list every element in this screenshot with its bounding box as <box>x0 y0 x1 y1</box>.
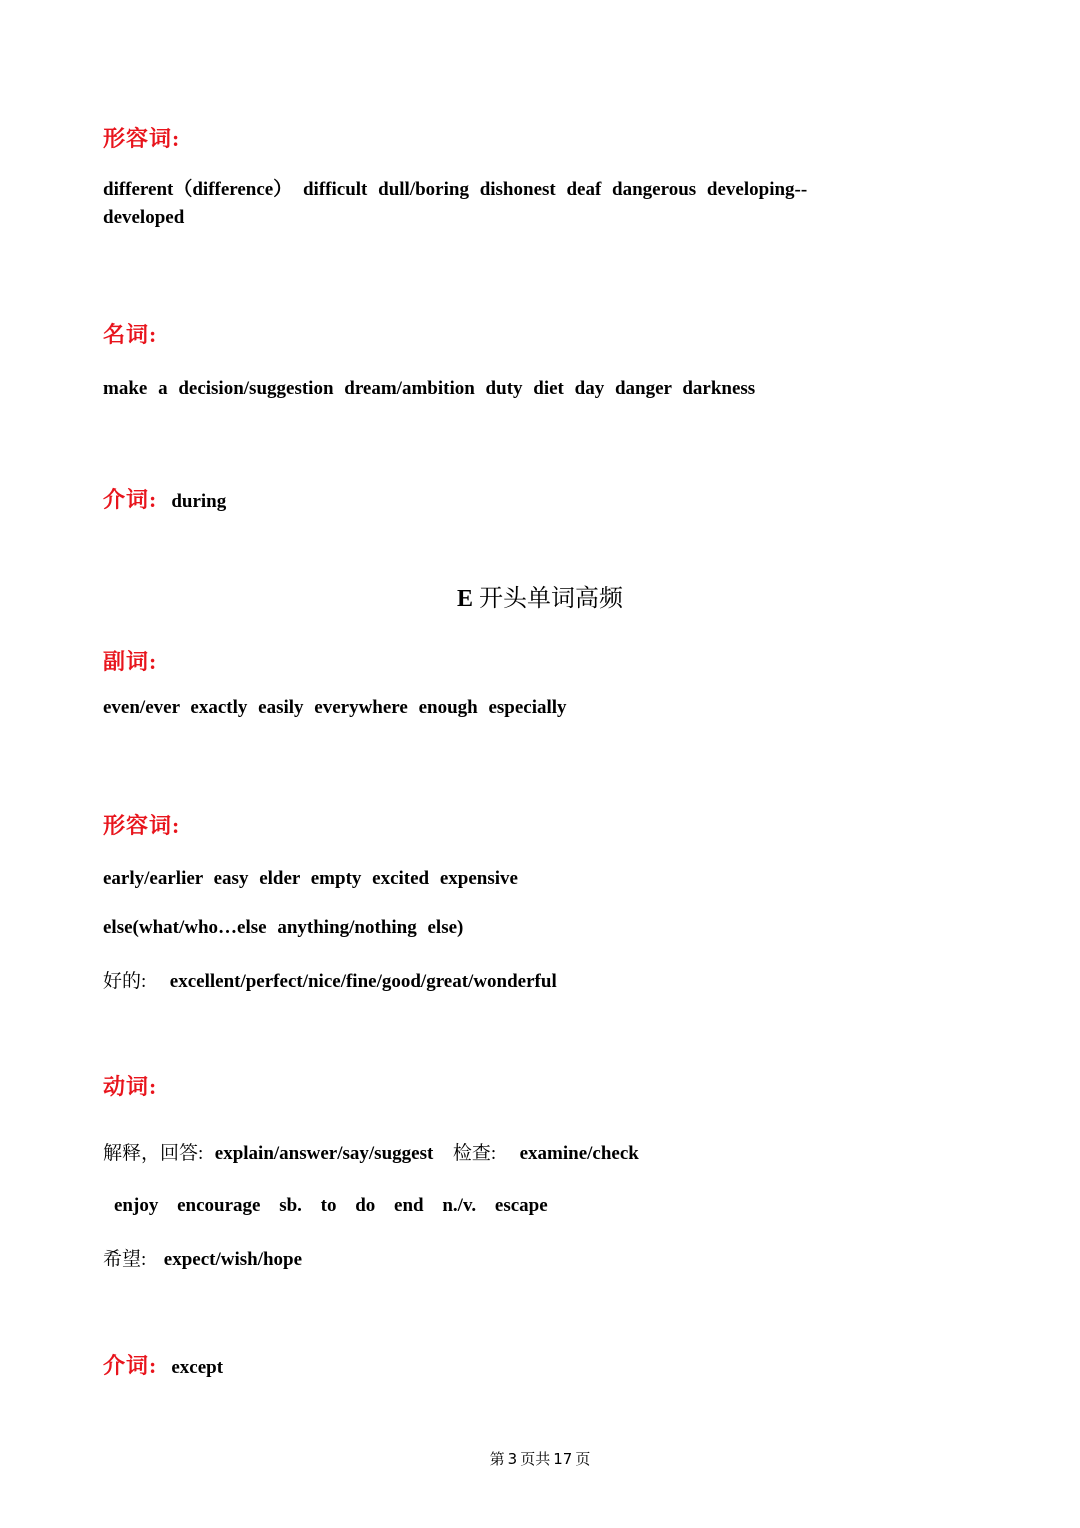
adjective-label-good: 好的: <box>103 971 147 992</box>
adjective-line-e-3 <box>103 966 557 993</box>
section-e-title <box>0 578 1080 613</box>
preposition-word-d: during <box>171 491 227 512</box>
noun-line-d: make a decision/suggestion dream/ambition duty diet day danger darkness <box>103 378 756 399</box>
adjective-words-good: excellent/perfect/nice/fine/good/great/wonderful <box>169 971 557 992</box>
verb-words-explain: explain/answer/say/suggest <box>214 1143 434 1164</box>
footer-page-number: 3 <box>507 1450 518 1468</box>
verb-line-e-2: enjoy encourage sb. to do end n./v. escape <box>114 1195 548 1216</box>
section-e-title-text: 开头单词高频 <box>479 586 623 612</box>
page-footer <box>0 1448 1080 1469</box>
preposition-row-d <box>103 483 226 514</box>
adjective-line-d-2: developed <box>103 207 185 228</box>
adverb-line-e: even/ever exactly easily everywhere enough especially <box>103 697 567 718</box>
verb-label-hope: 希望: <box>103 1249 147 1270</box>
preposition-heading-d: 介词: <box>103 487 158 512</box>
preposition-row-e <box>103 1349 223 1380</box>
verb-heading-e: 动词: <box>103 1074 158 1099</box>
footer-prefix: 第 <box>489 1450 505 1468</box>
adverb-heading-e: 副词: <box>103 649 158 674</box>
verb-words-check: examine/check <box>519 1143 639 1164</box>
footer-suffix: 页 <box>575 1450 591 1468</box>
verb-line-e-3 <box>103 1244 302 1271</box>
preposition-word-e: except <box>171 1357 224 1378</box>
adjective-line-d-1: different（difference） difficult dull/boring dishonest deaf dangerous developing-- <box>103 179 808 200</box>
adjective-heading-d: 形容词: <box>103 126 181 151</box>
noun-heading-d: 名词: <box>103 322 158 347</box>
section-e-title-letter: E <box>456 586 473 612</box>
verb-line-e-1 <box>103 1138 639 1165</box>
preposition-heading-e: 介词: <box>103 1353 158 1378</box>
verb-label-check: 检查: <box>452 1143 497 1164</box>
adjective-line-e-1: early/earlier easy elder empty excited expensive <box>103 868 518 889</box>
footer-mid: 页共 <box>520 1450 551 1468</box>
verb-words-hope: expect/wish/hope <box>163 1249 303 1270</box>
verb-label-explain: 解释，回答: <box>103 1143 204 1164</box>
adjective-heading-e: 形容词: <box>103 813 181 838</box>
footer-total-pages: 17 <box>553 1450 573 1468</box>
adjective-line-e-2: else(what/who…else anything/nothing else) <box>103 917 464 938</box>
